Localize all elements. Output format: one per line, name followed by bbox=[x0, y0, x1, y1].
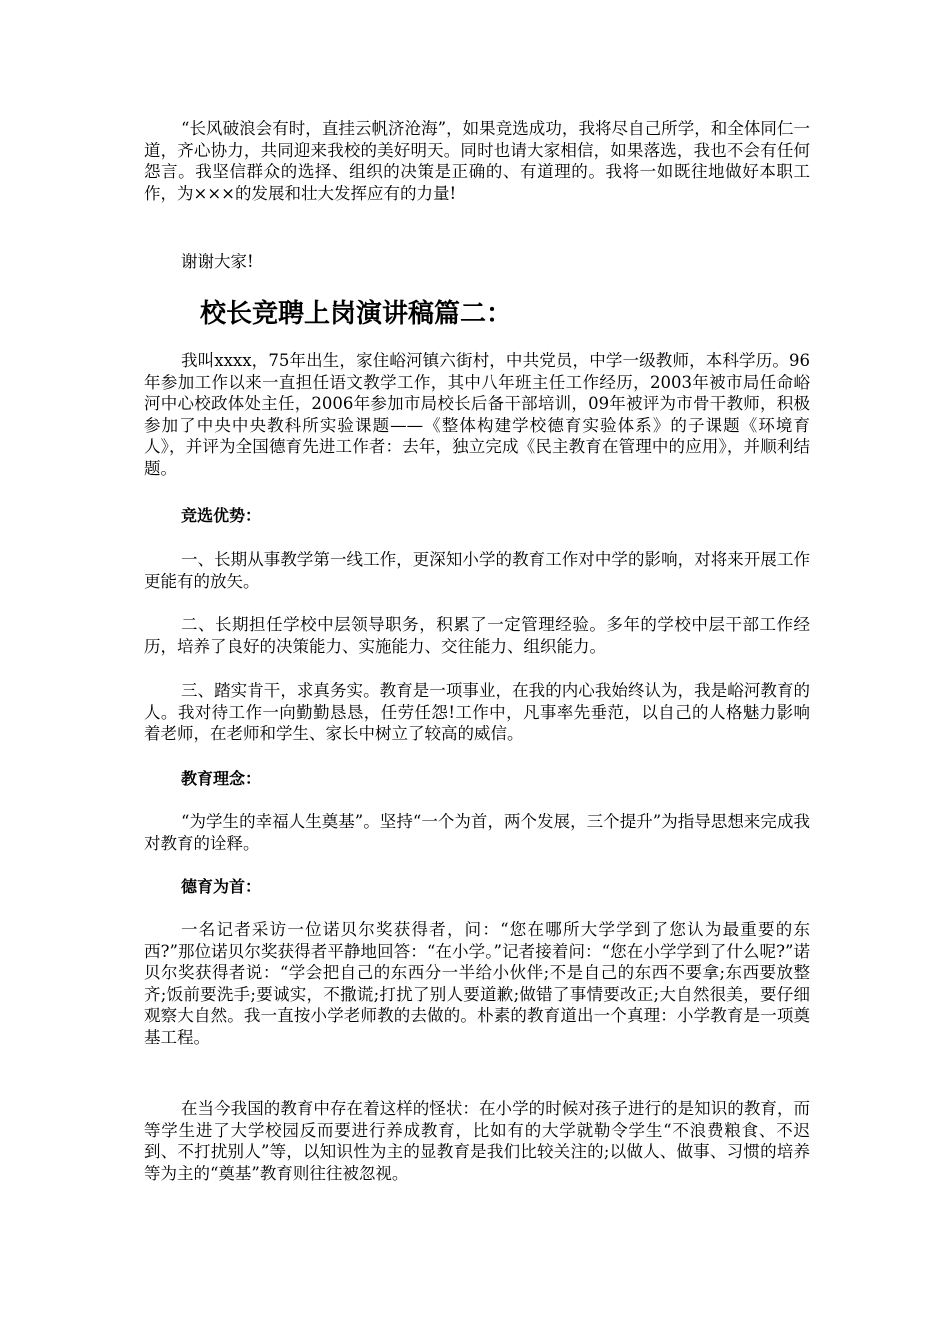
paragraph-thanks: 谢谢大家! bbox=[181, 252, 254, 271]
paragraph-biography: 我叫xxxx，75年出生，家住峪河镇六街村，中共党员，中学一级教师，本科学历。96年参加工作以来一直担任语文教学工作，其中八年班主任工作经历，2003年被市局任命峪河中心校政体处主任，2006年参加市局校长后备干部培训，09年被评为市骨干教师，积极参加了中央中央教科所实验课题——《整体构建学校德育实验体系》的子课题《环境育人》，并评为全国德育先进工作者：去年，独立完成《民主教育在管理中的应用》，并顺利结题。 bbox=[144, 351, 810, 478]
subheading-philosophy: 教育理念： bbox=[181, 769, 262, 788]
paragraph-advantage-3: 三、踏实肯干，求真务实。教育是一项事业，在我的内心我始终认为，我是峪河教育的人。我对待工作一向勤勤恳恳，任劳任怨!工作中，凡事率先垂范，以自己的人格魅力影响着老师，在老师和学生、家长中树立了较高的威信。 bbox=[144, 681, 810, 743]
paragraph-advantage-2: 二、长期担任学校中层领导职务，积累了一定管理经验。多年的学校中层干部工作经历，培养了良好的决策能力、实施能力、交往能力、组织能力。 bbox=[144, 615, 810, 656]
paragraph-current-situation: 在当今我国的教育中存在着这样的怪状：在小学的时候对孩子进行的是知识的教育，而等学生进了大学校园反而要进行养成教育，比如有的大学就勒令学生“不浪费粮食、不迟到、不打扰别人”等，以知识性为主的显教育是我们比较关注的;以做人、做事、习惯的培养等为主的“奠基”教育则往往被忽视。 bbox=[144, 1099, 810, 1183]
paragraph-philosophy: “为学生的幸福人生奠基”。坚持“一个为首，两个发展，三个提升”为指导思想来完成我对教育的诠释。 bbox=[144, 812, 810, 853]
paragraph-closing-pledge: “长风破浪会有时，直挂云帆济沧海”，如果竞选成功，我将尽自己所学，和全体同仁一道，齐心协力，共同迎来我校的美好明天。同时也请大家相信，如果落选，我也不会有任何怨言。我坚信群众的选择、组织的决策是正确的、有道理的。我将一如既往地做好本职工作，为×××的发展和壮大发挥应有的力量! bbox=[144, 119, 810, 203]
paragraph-nobel-story: 一名记者采访一位诺贝尔奖获得者，问：“您在哪所大学学到了您认为最重要的东西?”那位诺贝尔奖获得者平静地回答：“在小学。”记者接着问：“您在小学学到了什么呢?”诺贝尔奖获得者说：“学会把自己的东西分一半给小伙伴;不是自己的东西不要拿;东西要放整齐;饭前要洗手;要诚实，不撒谎;打扰了别人要道歉;做错了事情要改正;大自然很美，要仔细观察大自然。我一直按小学老师教的去做的。朴素的教育道出一个真理：小学教育是一项奠基工程。 bbox=[144, 920, 810, 1047]
subheading-advantages: 竞选优势： bbox=[181, 506, 262, 525]
subheading-moral-education: 德育为首： bbox=[181, 877, 262, 896]
section-heading: 校长竞聘上岗演讲稿篇二： bbox=[200, 299, 513, 329]
paragraph-advantage-1: 一、长期从事教学第一线工作，更深知小学的教育工作对中学的影响，对将来开展工作更能有的放矢。 bbox=[144, 550, 810, 591]
